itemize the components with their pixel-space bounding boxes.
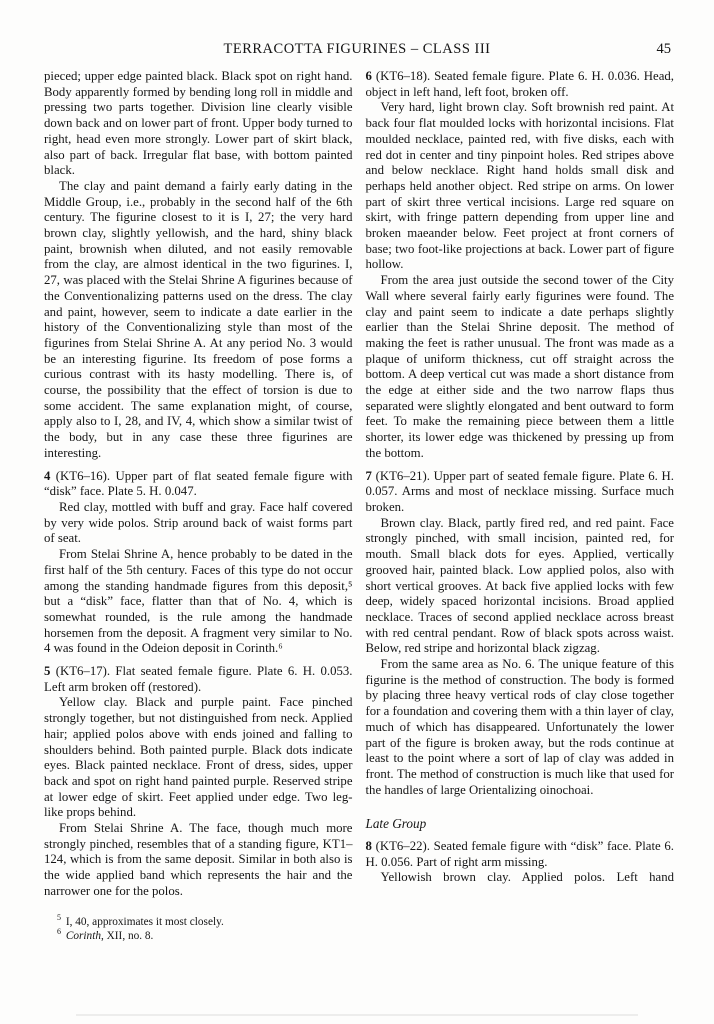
catalog-entry-text: (KT6–16). Upper part of flat seated female figure with “disk” face. Plate 5. H. 0.047. xyxy=(44,468,353,499)
right-column xyxy=(366,69,675,944)
catalog-entry-text: (KT6–21). Upper part of seated female figure. Plate 6. H. 0.057. Arms and most of necklace missing. Surface much broken. xyxy=(365,468,674,514)
footnote-marker: 5 xyxy=(57,912,61,922)
footnote-marker: 6 xyxy=(57,927,61,937)
catalog-number: 6 xyxy=(365,69,372,83)
running-header xyxy=(0,41,714,58)
body-paragraph: The clay and paint demand a fairly early dating in the Middle Group, i.e., probably in the second half of the 6th century. The figurine closest to it is I, 27; the very hard brown clay, slightly yellowish, and the hard, shiny black paint, brownish when diluted, and not easily removable from the clay, are almost identical in the two figurines. I, 27, was placed with the Stelai Shrine A figurines because of the Conventionalizing patterns used on the dress. The clay and paint, however, seem to indicate a date earlier in the history of the Conventionalizing style than most of the figurines from Stelai Shrine A. At any period No. 3 would be an interesting figurine. Its freedom of pose forms a curious contrast with its hasty modelling. There is, of course, the possibility that the effect of torsion is due to some accident. The same explanation might, of course, apply also to I, 28, and IV, 4, which show a similar twist of the body, but in any case these three figurines are interesting. xyxy=(44,178,353,460)
body-paragraph: From the area just outside the second tower of the City Wall where several fairly early figurines were found. The clay and paint seem to indicate a date perhaps slightly earlier than the Stelai Shrine deposit. The method of making the feet is rather unusual. The front was made as a plaque of uniform thickness, cut off straight across the bottom. A deep vertical cut was made a short distance from the edge at either side and the two narrow flaps thus separated were slightly elongated and bent outward to form feet. To make the remaining piece between them a little shorter, its lower edge was thickened by pressing up from the bottom. xyxy=(365,273,674,460)
catalog-number: 7 xyxy=(365,468,372,483)
catalog-number: 8 xyxy=(365,839,372,854)
catalog-entry-text: (KT6–18). Seated female figure. Plate 6. H. 0.036. Head, object in left hand, left foot, broken off. xyxy=(365,69,674,99)
catalog-entry-6 xyxy=(366,69,675,100)
catalog-entry-8 xyxy=(366,839,675,870)
page-title: TERRACOTTA FIGURINES – CLASS III xyxy=(223,41,491,57)
catalog-number: 5 xyxy=(44,664,51,679)
catalog-entry-5 xyxy=(44,664,353,695)
catalog-entry-text: (KT6–22). Seated female figure with “disk” face. Plate 6. H. 0.056. Part of right arm missing. xyxy=(365,839,674,869)
footnote-6 xyxy=(44,929,353,944)
body-paragraph: Very hard, light brown clay. Soft brownish red paint. At back four flat moulded locks with horizontal incisions. Flat moulded necklace, painted red, with five disks, each with red dot in center and tiny pinpoint holes. Red stripes above and below necklace. Right hand holds small disk and perhaps held another object. Red stripe on arms. On lower part of skirt three vertical incisions. Large red square on skirt, with fringe pattern depending from upper line and broken maeander below. Feet project at front corners of base; two foot-like projections at back. Lower part of figure hollow. xyxy=(365,100,674,272)
catalog-entry-7 xyxy=(366,469,675,516)
body-paragraph: From Stelai Shrine A. The face, though much more strongly pinched, resembles that of a standing figure, KT1–124, which is from the same deposit. Similar in both also is the wide applied band which represents the hair and the narrower one for the polos. xyxy=(44,821,353,898)
page-number: 45 xyxy=(656,41,671,57)
left-column xyxy=(44,69,353,944)
catalog-entry-4 xyxy=(44,469,353,500)
body-paragraph: Red clay, mottled with buff and gray. Face half covered by very wide polos. Strip around back of waist forms part of seat. xyxy=(44,499,353,546)
footnote-italic-text: Corinth xyxy=(65,930,101,943)
footnote-5 xyxy=(44,912,353,930)
footnote-text: , XII, no. 8. xyxy=(100,930,154,943)
body-paragraph-continuation: pieced; upper edge painted black. Black spot on right hand. Body apparently formed by bending long roll in middle and pressing two parts together. Division line clearly visible down back and on lower part of front. Upper body turned to right, head even more strongly. Lower part of skirt black, also part of back. Irregular flat base, with bottom painted black. xyxy=(44,69,353,178)
body-paragraph: From Stelai Shrine A, hence probably to be dated in the first half of the 5th century. Faces of this type do not occur among the standing handmade figures from this deposit,⁵ but a “disk” face, flatter than that of No. 4, which is somewhat rounded, is the rule among the handmade horsemen from the deposit. A fragment very similar to No. 4 was found in the Odeion deposit in Corinth.⁶ xyxy=(44,547,353,656)
footnotes xyxy=(44,912,353,944)
body-paragraph-continues-next-page: Yellowish brown clay. Applied polos. Left hand xyxy=(380,870,674,885)
body-paragraph: Yellow clay. Black and purple paint. Face pinched strongly together, but not distinguished from neck. Applied hair; applied polos above with ends joined and falling to shoulders behind. Both painted purple. Black dots indicate eyes. Black painted necklace. Front of dress, sides, upper back and spot on right hand painted purple. Reserved stripe at lower edge of skirt. Feet applied under edge. Two leg-like props behind. xyxy=(44,695,353,820)
text-columns xyxy=(44,69,674,944)
body-paragraph: From the same area as No. 6. The unique feature of this figurine is the method of construction. The body is formed by placing three heavy vertical rods of clay close together for a foundation and covering them with a thin layer of clay, much of which has disappeared. Unfortunately the lower part of the figure is broken away, but the rods continue at least to the point where a sort of lap of clay was added in front. The method of construction is much like that used for the handles of large Orientalizing oinochoai. xyxy=(365,657,674,797)
scan-artifact-line xyxy=(76,1014,638,1016)
body-paragraph: Brown clay. Black, partly fired red, and red paint. Face strongly pinched, with small incision, painted red, for mouth. Small black dots for eyes. Applied, vertically grooved hair, painted black. Low applied polos, also with short vertical grooves. At back five applied locks with few deep, widely spaced horizontal incisions. Broad applied necklace. Traces of second applied necklace across breast with red central pendant. Row of black spots across waist. Below, red stripe and horizontal black zigzag. xyxy=(365,515,674,656)
section-heading-late-group: Late Group xyxy=(365,816,427,832)
catalog-entry-text: (KT6–17). Flat seated female figure. Plate 6. H. 0.053. Left arm broken off (restored). xyxy=(44,664,353,694)
catalog-number: 4 xyxy=(44,468,51,483)
footnote-text: I, 40, approximates it most closely. xyxy=(63,915,224,928)
